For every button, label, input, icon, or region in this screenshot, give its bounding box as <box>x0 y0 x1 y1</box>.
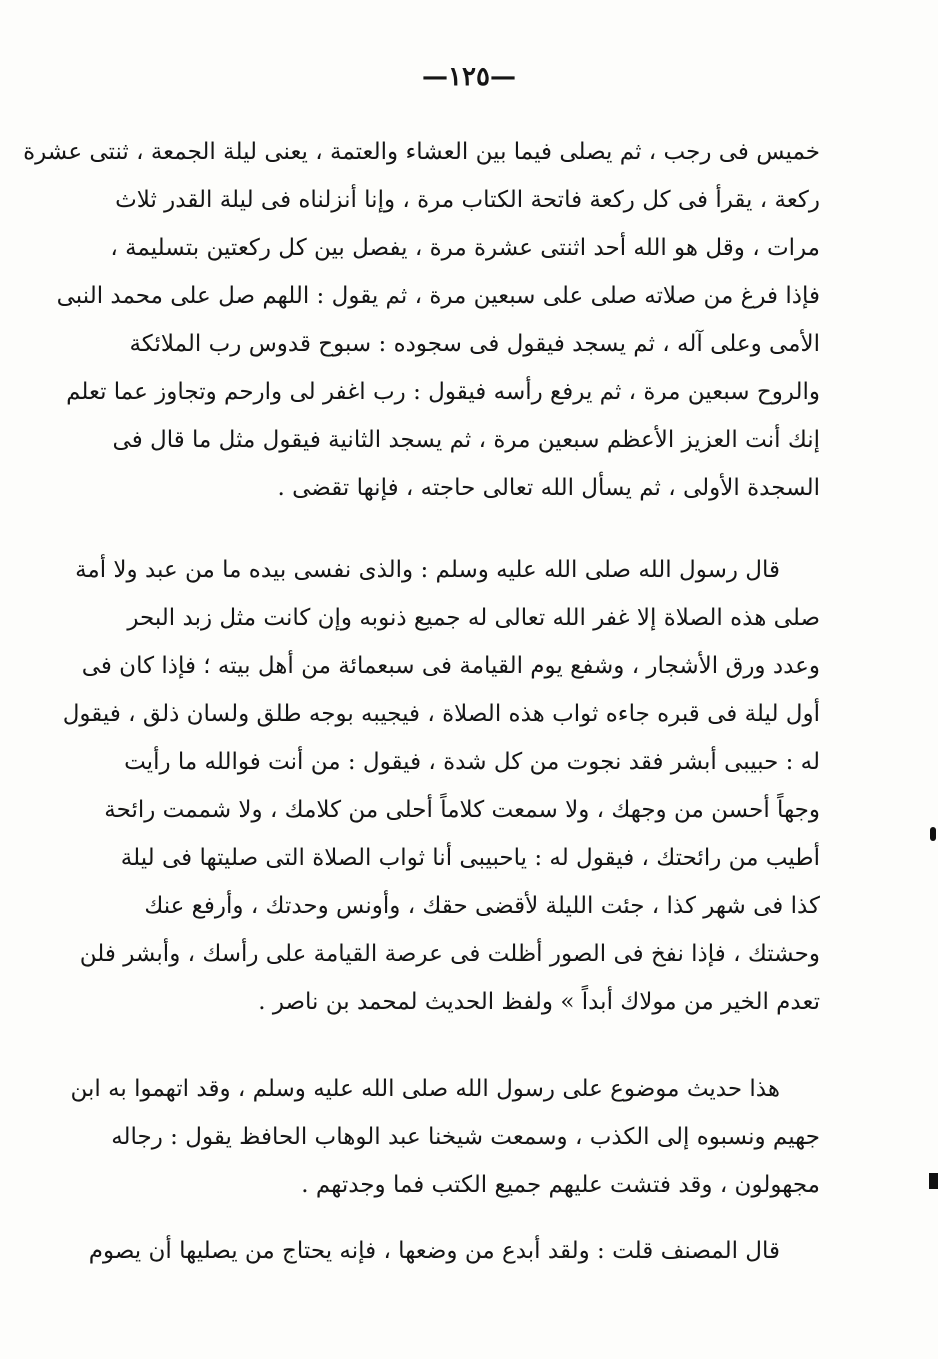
text-line: خميس فى رجب ، ثم يصلى فيما بين العشاء والعتمة ، يعنى ليلة الجمعة ، ثنتى عشرة <box>23 139 820 165</box>
paragraph-1 <box>23 128 820 512</box>
page-number: —١٢٥— <box>422 62 516 92</box>
text-line: والروح سبعين مرة ، ثم يرفع رأسه فيقول : رب اغفر لى وارحم وتجاوز عما تعلم <box>66 379 820 405</box>
text-line: قال رسول الله صلى الله عليه وسلم : والذى نفسى بيده ما من عبد ولا أمة <box>75 557 780 583</box>
text-line: السجدة الأولى ، ثم يسأل الله تعالى حاجته ، فإنها تقضى . <box>277 475 820 501</box>
text-line: وجهاً أحسن من وجهك ، ولا سمعت كلاماً أحلى من كلامك ، ولا شممت رائحة <box>104 797 820 823</box>
text-line: الأمى وعلى آله ، ثم يسجد فيقول فى سجوده : سبوح قدوس رب الملائكة <box>129 331 820 357</box>
text-line: وعدد ورق الأشجار ، وشفع يوم القيامة فى سبعمائة من أهل بيته ؛ فإذا كان فى <box>81 653 820 679</box>
text-line: ركعة ، يقرأ فى كل ركعة فاتحة الكتاب مرة ، وإنا أنزلناه فى ليلة القدر ثلاث <box>115 187 820 213</box>
text-line: أول ليلة فى قبره جاءه ثواب هذه الصلاة ، فيجيبه بوجه طلق ولسان ذلق ، فيقول <box>62 701 820 727</box>
text-line: مجهولون ، وقد فتشت عليهم جميع الكتب فما وجدتهم . <box>301 1172 820 1198</box>
text-line: جهيم ونسبوه إلى الكذب ، وسمعت شيخنا عبد الوهاب الحافظ يقول : رجاله <box>111 1124 820 1150</box>
scan-mark <box>930 827 936 841</box>
text-line: فإذا فرغ من صلاته صلى على سبعين مرة ، ثم يقول : اللهم صل على محمد النبى <box>56 283 820 309</box>
paragraph-4 <box>88 1227 820 1275</box>
scan-mark <box>929 1173 938 1189</box>
text-line: له : حبيبى أبشر فقد نجوت من كل شدة ، فيقول : من أنت فوالله ما رأيت <box>124 749 820 775</box>
text-line: كذا فى شهر كذا ، جئت الليلة لأقضى حقك ، وأونس وحدتك ، وأرفع عنك <box>144 893 820 919</box>
text-line: أطيب من رائحتك ، فيقول له : ياحبيبى أنا ثواب الصلاة التى صليتها فى ليلة <box>120 845 820 871</box>
text-line: مرات ، وقل هو الله أحد اثنتى عشرة مرة ، يفصل بين كل ركعتين بتسليمة ، <box>110 235 820 261</box>
text-line: إنك أنت العزيز الأعظم سبعين مرة ، ثم يسجد الثانية فيقول مثل ما قال فى <box>112 427 820 453</box>
paragraph-2 <box>62 546 820 1026</box>
paragraph-3 <box>70 1065 820 1209</box>
text-line: هذا حديث موضوع على رسول الله صلى الله عليه وسلم ، وقد اتهموا به ابن <box>70 1076 780 1102</box>
text-line: صلى هذه الصلاة إلا غفر الله تعالى له جميع ذنوبه وإن كانت مثل زبد البحر <box>127 605 820 631</box>
text-line: وحشتك ، فإذا نفخ فى الصور أظلت فى عرصة القيامة على رأسك ، وأبشر فلن <box>79 941 820 967</box>
text-line: تعدم الخير من مولاك أبداً » ولفظ الحديث لمحمد بن ناصر . <box>258 989 820 1015</box>
text-line: قال المصنف قلت : ولقد أبدع من وضعها ، فإنه يحتاج من يصليها أن يصوم <box>88 1238 780 1264</box>
